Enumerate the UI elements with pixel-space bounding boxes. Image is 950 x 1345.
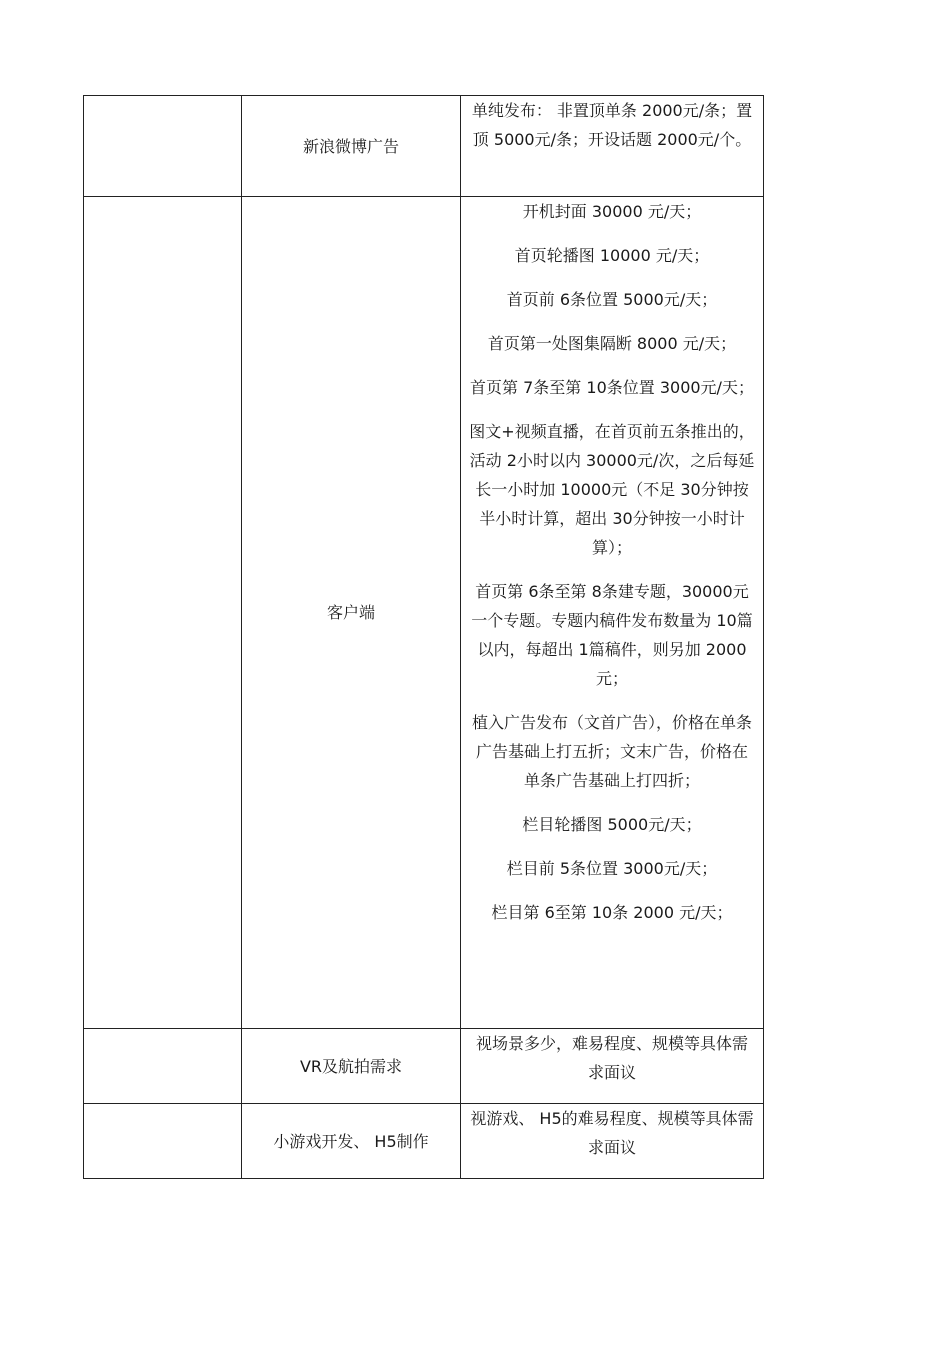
price-line: 首页第一处图集隔断 8000 元/天； xyxy=(487,334,737,353)
price-cell xyxy=(461,197,764,1029)
table-row xyxy=(84,1029,764,1104)
table-row xyxy=(84,1104,764,1179)
price-line: 开机封面 30000 元/天； xyxy=(522,202,702,221)
channel-cell: 小游戏开发、 H5制作 xyxy=(242,1104,461,1179)
category-cell xyxy=(84,1104,242,1179)
price-line: 栏目轮播图 5000元/天； xyxy=(522,815,702,834)
price-line: 首页轮播图 10000 元/天； xyxy=(514,246,710,265)
price-line: 单纯发布： 非置顶单条 2000元/条；置顶 5000元/条；开设话题 2000元/个。 xyxy=(471,101,753,149)
category-cell xyxy=(84,1029,242,1104)
price-cell xyxy=(461,1029,764,1104)
price-line: 植入广告发布（文首广告），价格在单条广告基础上打五折；文末广告，价格在单条广告基础上打四折； xyxy=(471,713,752,790)
pricing-table xyxy=(83,95,764,1179)
category-cell xyxy=(84,96,242,197)
price-line: 图文+视频直播，在首页前五条推出的，活动 2小时以内 30000元/次，之后每延长一小时加 10000元（不足 30分钟按半小时计算，超出 30分钟按一小时计算）； xyxy=(469,422,755,557)
price-line: 栏目第 6至第 10条 2000 元/天； xyxy=(491,903,733,922)
price-cell xyxy=(461,1104,764,1179)
channel-cell: VR及航拍需求 xyxy=(242,1029,461,1104)
table-row xyxy=(84,96,764,197)
channel-cell: 客户端 xyxy=(242,197,461,1029)
price-line: 首页第 6条至第 8条建专题，30000元一个专题。专题内稿件发布数量为 10篇以内，每超出 1篇稿件，则另加 2000元； xyxy=(471,582,753,688)
table-row xyxy=(84,197,764,1029)
category-cell xyxy=(84,197,242,1029)
price-line: 首页第 7条至第 10条位置 3000元/天； xyxy=(470,378,754,397)
price-cell xyxy=(461,96,764,197)
price-line: 视游戏、 H5的难易程度、规模等具体需求面议 xyxy=(470,1109,754,1157)
price-line: 栏目前 5条位置 3000元/天； xyxy=(506,859,718,878)
channel-cell: 新浪微博广告 xyxy=(242,96,461,197)
price-line: 视场景多少，难易程度、规模等具体需求面议 xyxy=(475,1034,748,1082)
price-line: 首页前 6条位置 5000元/天； xyxy=(506,290,718,309)
